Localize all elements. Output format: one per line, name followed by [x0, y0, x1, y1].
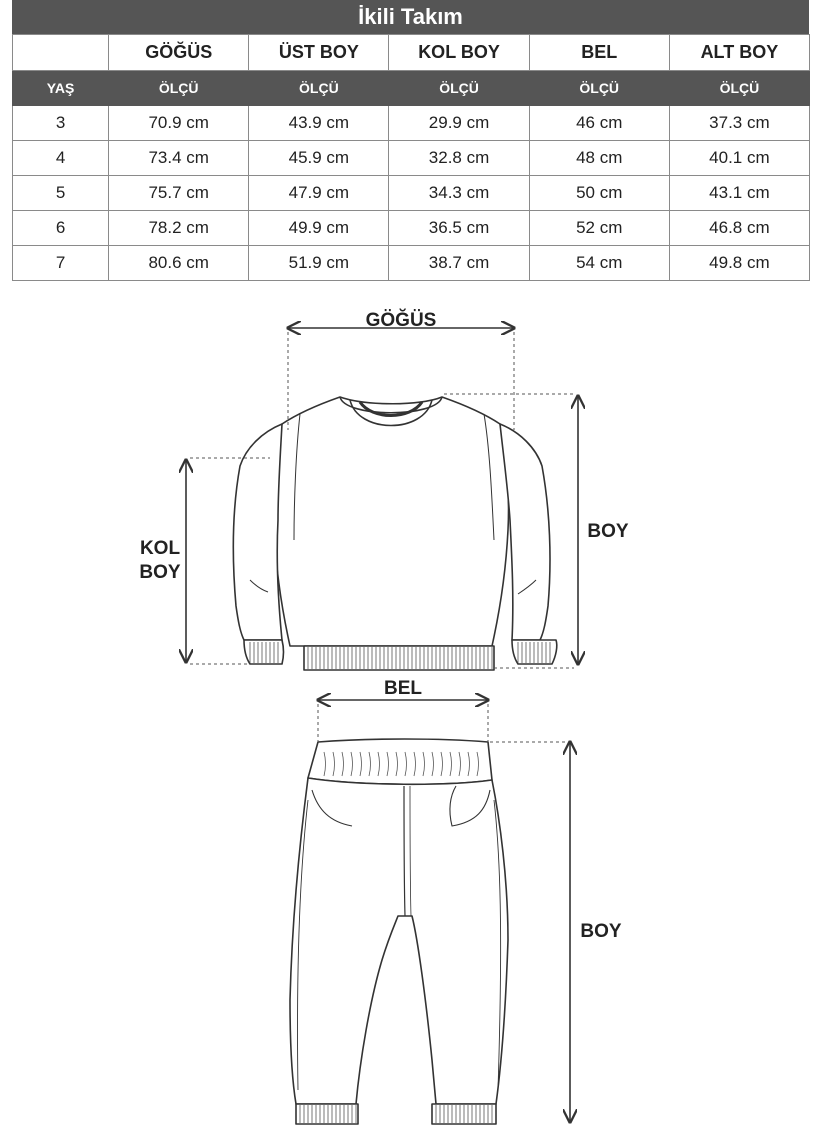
header-cell: BEL [529, 35, 669, 71]
subheader-cell: ÖLÇÜ [109, 71, 249, 106]
header-cell: ÜST BOY [249, 35, 389, 71]
table-cell: 46 cm [529, 106, 669, 141]
sleeve-label-line2: BOY [139, 562, 181, 583]
subheader-cell: ÖLÇÜ [669, 71, 809, 106]
table-cell: 34.3 cm [389, 176, 529, 211]
table-cell: 70.9 cm [109, 106, 249, 141]
subheader-cell: ÖLÇÜ [529, 71, 669, 106]
header-cell: ALT BOY [669, 35, 809, 71]
subheader-row [13, 71, 810, 106]
table-cell: 75.7 cm [109, 176, 249, 211]
table-cell: 46.8 cm [669, 211, 809, 246]
table-cell: 29.9 cm [389, 106, 529, 141]
table-cell: 80.6 cm [109, 246, 249, 281]
table-cell: 32.8 cm [389, 141, 529, 176]
table-cell: 38.7 cm [389, 246, 529, 281]
table-title: İkili Takım [12, 0, 809, 34]
header-cell: GÖĞÜS [109, 35, 249, 71]
table-cell: 43.9 cm [249, 106, 389, 141]
header-cell [13, 35, 109, 71]
table-cell: 73.4 cm [109, 141, 249, 176]
table-cell: 49.8 cm [669, 246, 809, 281]
waist-label: BEL [384, 678, 422, 699]
table-cell: 40.1 cm [669, 141, 809, 176]
table-cell: 51.9 cm [249, 246, 389, 281]
table-cell: 49.9 cm [249, 211, 389, 246]
table-cell: 47.9 cm [249, 176, 389, 211]
table-row [13, 176, 810, 211]
subheader-cell: YAŞ [13, 71, 109, 106]
table-cell: 52 cm [529, 211, 669, 246]
table-row [13, 106, 810, 141]
table-cell: 43.1 cm [669, 176, 809, 211]
table-cell: 45.9 cm [249, 141, 389, 176]
header-row [13, 35, 810, 71]
table-cell: 36.5 cm [389, 211, 529, 246]
subheader-cell: ÖLÇÜ [389, 71, 529, 106]
pants-drawing [290, 739, 508, 1124]
table-row [13, 141, 810, 176]
pants-length-dimension [490, 742, 622, 1122]
pants-length-label: BOY [580, 921, 622, 942]
table-cell: 6 [13, 211, 109, 246]
sweatshirt-drawing [233, 397, 556, 670]
garment-diagram [0, 290, 821, 1125]
table-row [13, 211, 810, 246]
top-length-label: BOY [587, 521, 629, 542]
table-cell: 78.2 cm [109, 211, 249, 246]
table-cell: 48 cm [529, 141, 669, 176]
sleeve-label-line1: KOL [139, 538, 181, 559]
table-cell: 54 cm [529, 246, 669, 281]
chest-label: GÖĞÜS [365, 310, 437, 331]
size-table [12, 34, 810, 281]
subheader-cell: ÖLÇÜ [249, 71, 389, 106]
header-cell: KOL BOY [389, 35, 529, 71]
table-cell: 5 [13, 176, 109, 211]
table-cell: 4 [13, 141, 109, 176]
table-cell: 37.3 cm [669, 106, 809, 141]
table-cell: 50 cm [529, 176, 669, 211]
table-cell: 7 [13, 246, 109, 281]
waist-dimension [318, 678, 488, 742]
table-row [13, 246, 810, 281]
table-cell: 3 [13, 106, 109, 141]
